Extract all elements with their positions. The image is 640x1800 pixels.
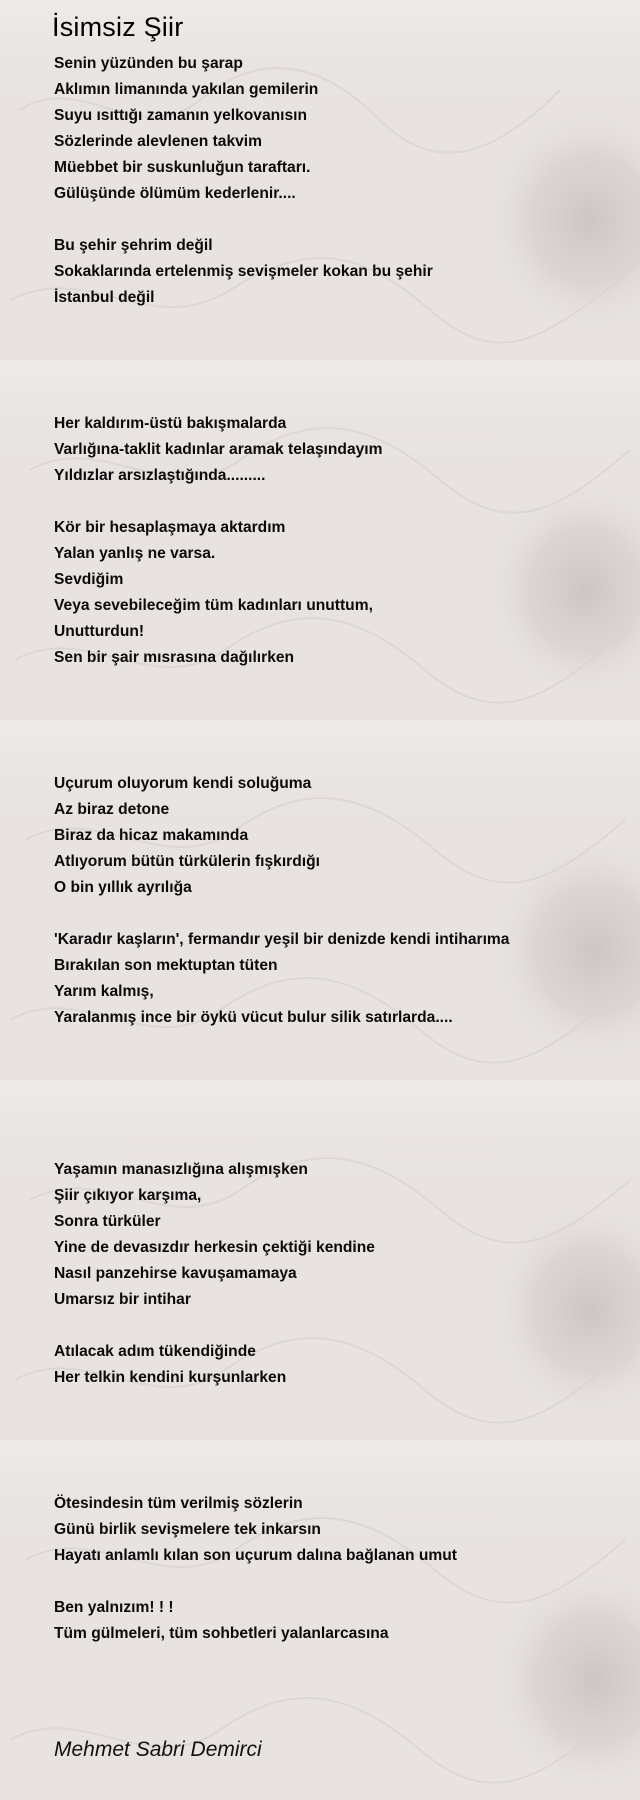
poem-line: Yarım kalmış, — [54, 983, 154, 1000]
poem-line: Sokaklarında ertelenmiş sevişmeler kokan bu şehir — [54, 263, 433, 280]
poem-line: Bu şehir şehrim değil — [54, 237, 213, 254]
poem-line: Yaralanmış ince bir öykü vücut bulur silik satırlarda.... — [54, 1009, 453, 1026]
poem-line: Sen bir şair mısrasına dağılırken — [54, 649, 295, 666]
poem-line: Sonra türküler — [54, 1213, 161, 1230]
poem-line: Senin yüzünden bu şarap — [54, 55, 243, 72]
poem-line: Müebbet bir suskunluğun taraftarı. — [54, 159, 311, 176]
stanza — [54, 233, 433, 311]
poem-line: Veya sevebileceğim tüm kadınları unuttum, — [54, 597, 373, 614]
poem-line: O bin yıllık ayrılığa — [54, 879, 192, 896]
poem-line: Bırakılan son mektuptan tüten — [54, 957, 278, 974]
poem-line: Yine de devasızdır herkesin çektiği kendine — [54, 1239, 375, 1256]
poem-title: İsimsiz Şiir — [52, 12, 184, 42]
poem-line: Hayatı anlamlı kılan son uçurum dalına bağlanan umut — [54, 1547, 457, 1564]
stanza — [54, 51, 318, 207]
stanza — [54, 1339, 286, 1391]
poem-line: 'Karadır kaşların', fermandır yeşil bir denizde kendi intiharıma — [54, 931, 510, 948]
poem-line: Sevdiğim — [54, 571, 124, 588]
poem-line: Az biraz detone — [54, 801, 170, 818]
poem-line: Sözlerinde alevlenen takvim — [54, 133, 263, 150]
poem-line: Her kaldırım-üstü bakışmalarda — [54, 415, 287, 432]
poem-line: Yıldızlar arsızlaştığında......... — [54, 467, 266, 484]
poem-line: Tüm gülmeleri, tüm sohbetleri yalanlarcasına — [54, 1625, 389, 1642]
poem-line: Ben yalnızım! ! ! — [54, 1599, 174, 1616]
stanza — [54, 1491, 457, 1569]
poem-line: Kör bir hesaplaşmaya aktardım — [54, 519, 286, 536]
stanza — [54, 771, 320, 901]
poem-author: Mehmet Sabri Demirci — [54, 1738, 262, 1761]
poem-line: Aklımın limanında yakılan gemilerin — [54, 81, 319, 98]
poem-line: Yalan yanlış ne varsa. — [54, 545, 216, 562]
poem-line: Atılacak adım tükendiğinde — [54, 1343, 256, 1360]
poem-line: Ötesindesin tüm verilmiş sözlerin — [54, 1495, 303, 1512]
poem-line: Unutturdun! — [54, 623, 145, 640]
poem-line: Atlıyorum bütün türkülerin fışkırdığı — [54, 853, 320, 870]
poem-line: Varlığına-taklit kadınlar aramak telaşındayım — [54, 441, 383, 458]
poem-line: Şiir çıkıyor karşıma, — [54, 1187, 202, 1204]
poem-line: Her telkin kendini kurşunlarken — [54, 1369, 287, 1386]
stanza — [54, 927, 509, 1031]
poem-line: Umarsız bir intihar — [54, 1291, 191, 1308]
poem-line: Uçurum oluyorum kendi soluğuma — [54, 775, 312, 792]
poem-line: Suyu ısıttığı zamanın yelkovanısın — [54, 107, 308, 124]
poem-line: Gülüşünde ölümüm kederlenir.... — [54, 185, 296, 202]
poem-line: Biraz da hicaz makamında — [54, 827, 249, 844]
stanza — [54, 515, 373, 671]
poem-line: Günü birlik sevişmelere tek inkarsın — [54, 1521, 321, 1538]
stanza — [54, 1595, 389, 1647]
poem-line: Yaşamın manasızlığına alışmışken — [54, 1161, 308, 1178]
poem-line: İstanbul değil — [54, 289, 155, 306]
stanza — [54, 411, 382, 489]
poem-line: Nasıl panzehirse kavuşamamaya — [54, 1265, 297, 1282]
stanza — [54, 1157, 375, 1313]
